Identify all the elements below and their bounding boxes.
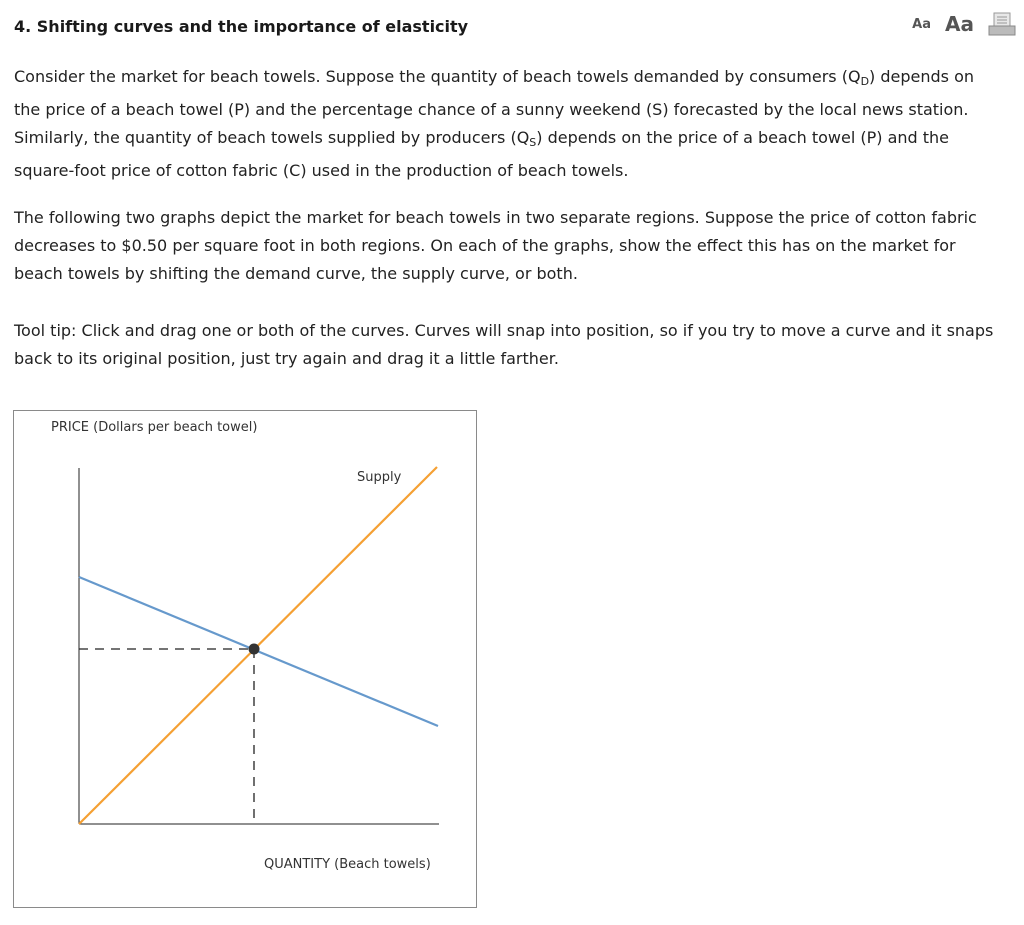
toolbar bbox=[912, 12, 1016, 36]
intro-text-a: Consider the market for beach towels. Suppose the quantity of beach towels demanded by consumers (Q bbox=[14, 67, 861, 86]
y-axis-label: PRICE (Dollars per beach towel) bbox=[51, 420, 258, 435]
decrease-font-button[interactable]: Aa bbox=[912, 16, 932, 32]
intro-text-c: ) depends on the price of a beach towel (P) and the square-foot price of cotton fabric (C) used in the production of beach towels. bbox=[14, 128, 950, 180]
qd-subscript: D bbox=[860, 75, 870, 88]
qs-subscript: S bbox=[529, 136, 537, 149]
question-title: 4. Shifting curves and the importance of elasticity bbox=[14, 17, 469, 36]
tool-tip-paragraph: Tool tip: Click and drag one or both of the curves. Curves will snap into position, so if you try to move a curve and it snaps back to its original position, just try again and drag it a little farther. bbox=[14, 321, 994, 368]
instruction-paragraph: The following two graphs depict the market for beach towels in two separate regions. Suppose the price of cotton fabric decreases to $0.50 per square foot in both regions. On each of the graphs, show the effect this has on the market for beach towels by shifting the demand curve, the supply curve, or both. bbox=[14, 208, 977, 283]
supply-curve-label: Supply bbox=[357, 470, 402, 485]
intro-paragraph bbox=[14, 63, 1004, 185]
print-icon[interactable] bbox=[988, 12, 1016, 36]
graph-plot bbox=[14, 411, 476, 907]
x-axis-label: QUANTITY (Beach towels) bbox=[264, 857, 431, 872]
increase-font-button[interactable]: Aa bbox=[945, 12, 974, 36]
intro-text-b: ) depends on the price of a beach towel (P) and the percentage chance of a sunny weekend (S) forecasted by the local news station. Similarly, the quantity of beach towels supplied by producers (Q bbox=[14, 67, 975, 147]
graph-panel bbox=[13, 410, 477, 908]
equilibrium-point bbox=[249, 644, 260, 655]
